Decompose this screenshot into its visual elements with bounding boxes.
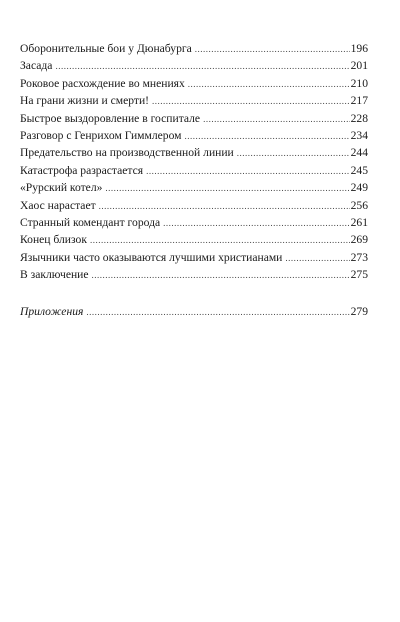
- toc-entry-page: 234: [350, 128, 368, 142]
- toc-entry: [20, 92, 368, 109]
- toc-entry-title: Быстрое выздоровление в госпитале: [20, 111, 201, 125]
- toc-entry-title: В заключение: [20, 268, 89, 282]
- toc-entry: [20, 231, 368, 248]
- toc-entry-title: Предательство на производственной линии: [20, 146, 234, 160]
- toc-leader-dots: [105, 180, 349, 197]
- toc-entry-page: 228: [350, 111, 368, 125]
- toc-entry: [20, 144, 368, 161]
- toc-spacer: [20, 283, 368, 303]
- toc-leader-dots: [185, 128, 350, 145]
- toc-entry: [20, 57, 368, 74]
- toc-entry-page: 217: [350, 94, 368, 108]
- toc-entry-page: 256: [350, 198, 368, 212]
- toc-leader-dots: [188, 76, 350, 93]
- toc-entry-title: Засада: [20, 59, 53, 73]
- toc-leader-dots: [163, 215, 349, 232]
- toc-entry-page: 201: [350, 59, 368, 73]
- toc-leader-dots: [237, 145, 350, 162]
- toc-entry: [20, 110, 368, 127]
- toc-entry-page: 249: [350, 181, 368, 195]
- toc-entry: [20, 197, 368, 214]
- toc-leader-dots: [146, 163, 350, 180]
- toc-entry-title: Конец близок: [20, 233, 87, 247]
- toc-entry: [20, 40, 368, 57]
- toc-entry-page: 210: [350, 76, 368, 90]
- toc-entry-page: 275: [350, 268, 368, 282]
- toc-entry: [20, 75, 368, 92]
- toc-entry-title: На грани жизни и смерти!: [20, 94, 150, 108]
- toc-leader-dots: [90, 232, 350, 249]
- toc-leader-dots: [285, 250, 349, 267]
- toc-leader-dots: [99, 198, 350, 215]
- toc-leader-dots: [92, 267, 350, 284]
- toc-leader-dots: [152, 93, 350, 110]
- toc-entry-page: 244: [350, 146, 368, 160]
- toc-entry: [20, 162, 368, 179]
- toc-entry: [20, 249, 368, 266]
- toc-entry: [20, 266, 368, 283]
- toc-entry-page: 245: [350, 163, 368, 177]
- toc-entry-title: Катастрофа разрастается: [20, 163, 144, 177]
- toc-entry-title: Оборонительные бои у Дюнабурга: [20, 42, 192, 55]
- toc-entry: [20, 214, 368, 231]
- table-of-contents: [20, 40, 368, 321]
- toc-leader-dots: [203, 111, 350, 128]
- toc-entry-title: Разговор с Генрихом Гиммлером: [20, 128, 182, 142]
- toc-entry-title: Хаос нарастает: [20, 198, 96, 212]
- toc-entry-title: Странный комендант города: [20, 215, 161, 229]
- toc-appendix-title: Приложения: [20, 305, 84, 319]
- toc-entry-title: Язычники часто оказываются лучшими христианами: [20, 250, 283, 264]
- toc-leader-dots: [86, 304, 349, 321]
- toc-entry-title: «Рурский котел»: [20, 181, 103, 195]
- toc-entry-title: Роковое расхождение во мнениях: [20, 76, 185, 90]
- toc-appendix-entry: [20, 303, 368, 320]
- toc-entry-page: 273: [350, 250, 368, 264]
- toc-entry: [20, 179, 368, 196]
- toc-leader-dots: [195, 41, 350, 58]
- toc-appendix-page: 279: [350, 305, 368, 319]
- toc-entry: [20, 127, 368, 144]
- toc-leader-dots: [55, 58, 349, 75]
- toc-entry-page: 261: [350, 215, 368, 229]
- toc-entry-page: 269: [350, 233, 368, 247]
- toc-entry-page: 196: [350, 42, 368, 55]
